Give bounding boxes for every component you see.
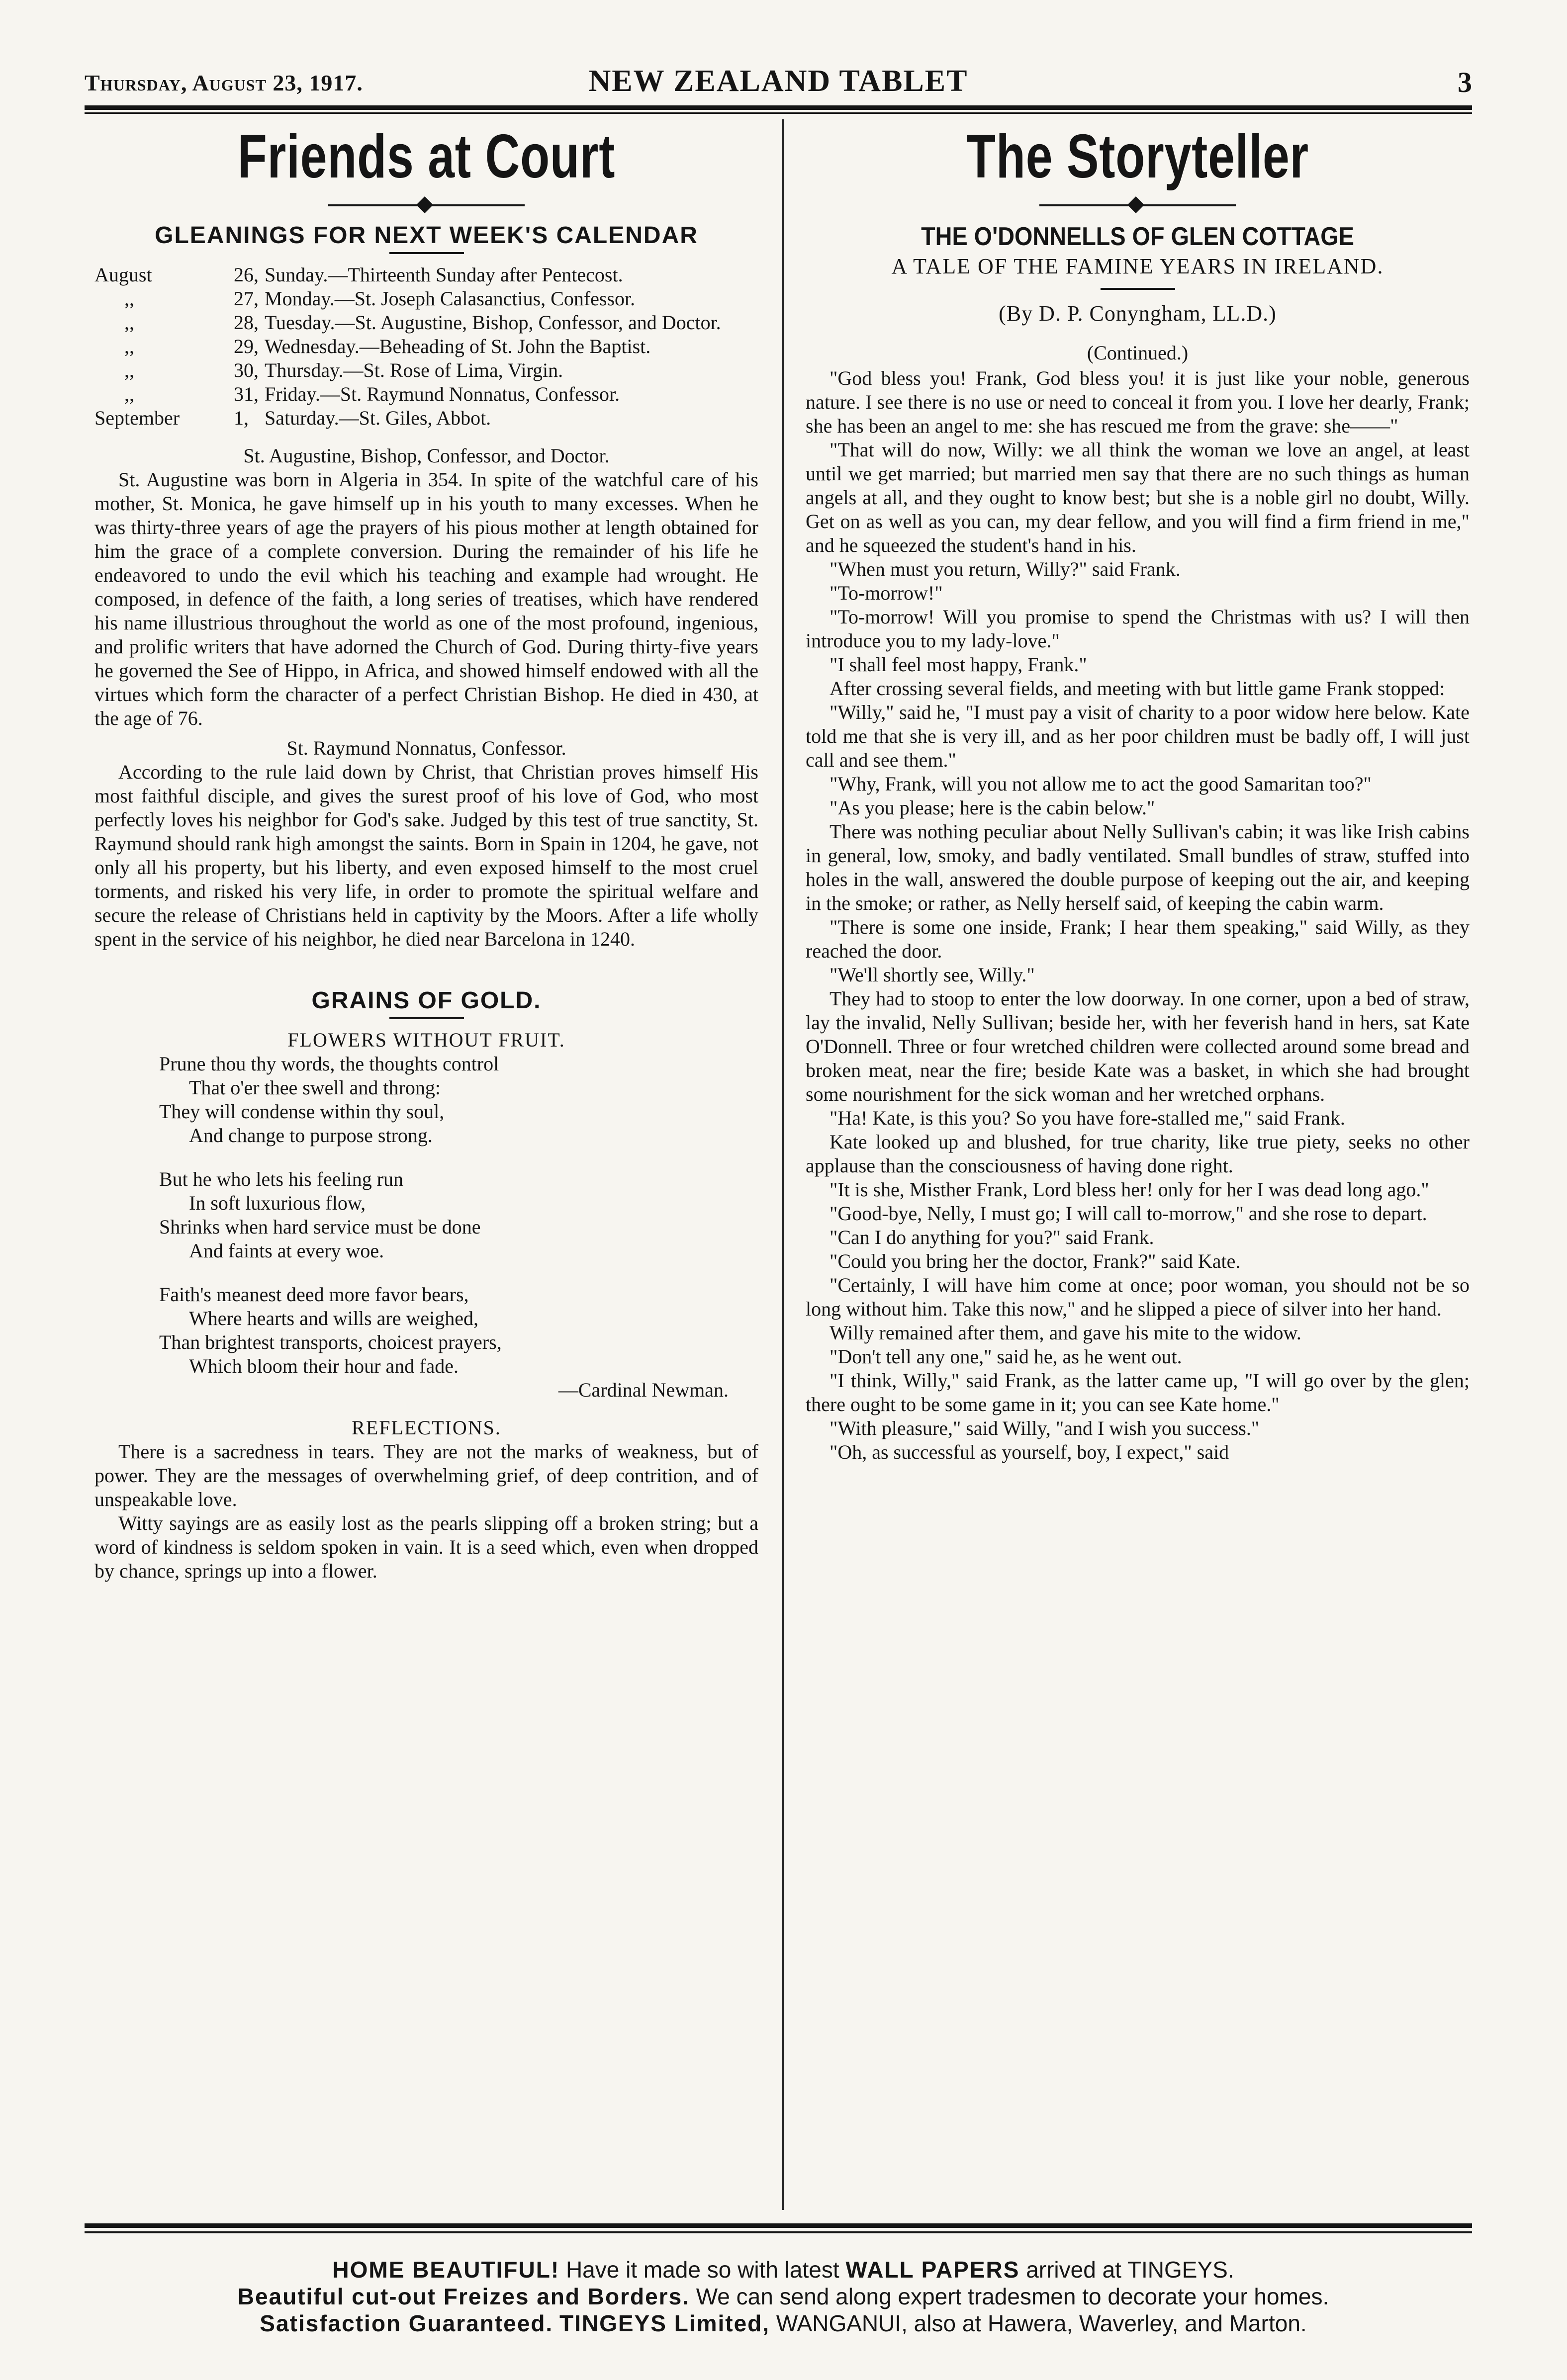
section-title-storyteller: The Storyteller [966, 122, 1309, 191]
raymund-text: According to the rule laid down by Christ, that Christian proves himself His most faithful disciple, and gives the surest proof of his love of God, who most perfectly loves his neighbor for God's sake. Judged by this test of true sanctity, St. Raymund should rank high amongst the saints. Born in Spain in 1204, he gave, not only all his property, but his liberty, and even exposed himself to the most cruel torments, and risked his very life, in order to promote the spiritual welfare and secure the release of Christians held in captivity by the Moors. After a life wholly spent in the service of his neighbor, he died near Barcelona in 1240. [94, 761, 758, 950]
calendar-entry: ,, 30, Thursday.—St. Rose of Lima, Virgin. [124, 359, 563, 381]
story-paragraph: "To-morrow!" [830, 582, 943, 604]
friends-at-court-column [94, 119, 758, 1583]
calendar-entry: September 1, Saturday.—St. Giles, Abbot. [94, 407, 491, 429]
poem-title: FLOWERS WITHOUT FRUIT. [287, 1029, 565, 1051]
story-paragraph: "With pleasure," said Willy, "and I wish you success." [830, 1417, 1260, 1439]
grains-heading: GRAINS OF GOLD. [311, 987, 542, 1014]
story-paragraph: "That will do now, Willy: we all think the woman we love an angel, at least until we get married; but married men say that there are no such things as human angels at all, and they ought to know best; but she is a noble girl no doubt, Willy. Get on as well as you can, my dear fellow, and you will find a firm friend in me," and he squeezed the student's hand in his. [806, 439, 1470, 556]
ad-rule [85, 2223, 1472, 2228]
story-paragraph: Kate looked up and blushed, for true charity, like true piety, seeks no other applause than the consciousness of having done right. [806, 1131, 1470, 1177]
calendar-heading: GLEANINGS FOR NEXT WEEK'S CALENDAR [155, 222, 698, 249]
story-paragraph: "As you please; here is the cabin below." [830, 796, 1155, 819]
story-paragraph: "Don't tell any one," said he, as he went out. [830, 1345, 1182, 1368]
poem-attribution: —Cardinal Newman. [558, 1379, 729, 1401]
reflection-text: Witty sayings are as easily lost as the pearls slipping off a broken string; but a word of kindness is seldom spoken in vain. It is a seed which, even when dropped by chance, springs up into a flower. [94, 1512, 758, 1582]
masthead [85, 64, 1472, 103]
story-paragraph: "We'll shortly see, Willy." [830, 964, 1035, 986]
story-paragraph: "Good-bye, Nelly, I must go; I will call to-morrow," and she rose to depart. [830, 1202, 1427, 1225]
story-title: THE O'DONNELLS OF GLEN COTTAGE [921, 222, 1354, 251]
calendar-list [94, 263, 758, 430]
column-divider [782, 119, 784, 2210]
story-paragraph: "When must you return, Willy?" said Frank. [830, 558, 1181, 580]
story-paragraph: "Could you bring her the doctor, Frank?" said Kate. [830, 1250, 1241, 1272]
heading-rule [389, 252, 464, 254]
story-paragraph: "Certainly, I will have him come at once; poor woman, you should not be so long without him. Take this now," and he slipped a piece of silver into her hand. [806, 1274, 1470, 1320]
story-paragraph: "I think, Willy," said Frank, as the latter came up, "I will go over by the glen; there ought to be some game in it; you can see Kate home." [806, 1369, 1470, 1415]
story-continued: (Continued.) [1087, 342, 1189, 364]
story-paragraph: Willy remained after them, and gave his mite to the widow. [830, 1322, 1301, 1344]
section-title-friends: Friends at Court [237, 122, 616, 191]
story-paragraph: "Can I do anything for you?" said Frank. [830, 1226, 1154, 1248]
masthead-rule-thin [85, 112, 1472, 114]
reflection-text: There is a sacredness in tears. They are not the marks of weakness, but of power. They are the messages of overwhelming grief, of deep contrition, and of unspeakable love. [94, 1440, 758, 1510]
story-paragraph: "Willy," said he, "I must pay a visit of charity to a poor widow here below. Kate told me that she is very ill, and as her poor children must be badly off, I will just call and see them." [806, 701, 1470, 771]
augustine-heading: St. Augustine, Bishop, Confessor, and Doctor. [243, 444, 610, 467]
ad-rule-thin [85, 2231, 1472, 2233]
raymund-heading: St. Raymund Nonnatus, Confessor. [286, 737, 566, 759]
wallpaper-advertisement [94, 2256, 1472, 2337]
story-paragraph: "Ha! Kate, is this you? So you have fore-stalled me," said Frank. [830, 1107, 1345, 1129]
story-paragraph: "To-morrow! Will you promise to spend the Christmas with us? I will then introduce you to my lady-love." [806, 606, 1470, 652]
story-byline: (By D. P. Conyngham, LL.D.) [999, 301, 1277, 326]
story-paragraph: After crossing several fields, and meeting with but little game Frank stopped: [830, 677, 1445, 700]
storyteller-column [806, 119, 1470, 1464]
title-ornament [94, 198, 758, 213]
story-body [806, 366, 1470, 1464]
ad-line-1: HOME BEAUTIFUL! Have it made so with latest WALL PAPERS arrived at TINGEYS. [332, 2257, 1234, 2283]
page-number: 3 [1458, 66, 1472, 98]
calendar-entry: ,, 28, Tuesday.—St. Augustine, Bishop, Confessor, and Doctor. [124, 311, 721, 334]
calendar-entry: ,, 31, Friday.—St. Raymund Nonnatus, Confessor. [124, 383, 620, 405]
issue-date: Thursday, August 23, 1917. [85, 70, 363, 95]
reflections-title: REFLECTIONS. [352, 1416, 501, 1439]
story-paragraph: They had to stoop to enter the low doorway. In one corner, upon a bed of straw, lay the invalid, Nelly Sullivan; beside her, with her feverish hand in hers, sat Kate O'Donnell. Three or four wretched children were collected around some bread and broken meat, near the fire; beside Kate was a basket, in which she had brought some nourishment for the sick woman and her wretched orphans. [806, 987, 1470, 1105]
augustine-text: St. Augustine was born in Algeria in 354. In spite of the watchful care of his mother, St. Monica, he gave himself up in his youth to many excesses. When he was thirty-three years of age the prayers of his pious mother at length obtained for him the grace of a complete conversion. During the remainder of his life he endeavored to undo the evil which his teaching and example had wrought. He composed, in defence of the faith, a long series of treatises, which have rendered his name illustrious throughout the world as one of the most profound, ingenious, and prolific writers that have adorned the Church of God. During thirty-five years he governed the See of Hippo, in Africa, and showed himself endowed with all the virtues which form the character of a perfect Christian Bishop. He died in 430, at the age of 76. [94, 468, 758, 729]
story-paragraph: "There is some one inside, Frank; I hear them speaking," said Willy, as they reached the door. [806, 916, 1470, 962]
calendar-entry: ,, 27, Monday.—St. Joseph Calasanctius, Confessor. [124, 287, 636, 310]
calendar-entry: August 26, Sunday.—Thirteenth Sunday after Pentecost. [94, 264, 623, 286]
poem: Prune thou thy words, the thoughts control That o'er thee swell and throng: They will condense within thy soul, And change to purpose strong. But he who lets his feeling run In soft luxurious flow, Shrinks when hard service must be done And faints at every woe. Faith's meanest deed more favor bears, Where hearts and wills are weighed, Than brightest transports, choicest prayers, Which bloom their hour and fade. —Cardinal Newman. [159, 1052, 758, 1402]
story-paragraph: "Oh, as successful as yourself, boy, I expect," said [830, 1441, 1229, 1463]
newspaper-title: NEW ZEALAND TABLET [588, 64, 968, 98]
story-paragraph: There was nothing peculiar about Nelly Sullivan's cabin; it was like Irish cabins in general, low, smoky, and badly ventilated. Small bundles of straw, stuffed into holes in the wall, answered the double purpose of keeping out the air, and keeping in the smoke; or rather, as Nelly herself said, of keeping the cabin warm. [806, 820, 1470, 914]
story-paragraph: "Why, Frank, will you not allow me to act the good Samaritan too?" [830, 773, 1372, 795]
title-ornament [806, 198, 1470, 213]
calendar-entry: ,, 29, Wednesday.—Beheading of St. John the Baptist. [124, 335, 651, 357]
heading-rule [389, 1017, 464, 1019]
masthead-rule [85, 105, 1472, 110]
heading-rule [1101, 288, 1175, 290]
ad-line-2: Beautiful cut-out Freizes and Borders. We can send along expert tradesmen to decorate your homes. [237, 2284, 1329, 2309]
story-paragraph: "I shall feel most happy, Frank." [830, 653, 1087, 676]
story-paragraph: "God bless you! Frank, God bless you! it is just like your noble, generous nature. I see there is no use or need to conceal it from you. I love her dearly, Frank; she has been an angel to me: she has rescued me from the grave: she——" [806, 367, 1470, 437]
story-subtitle: A TALE OF THE FAMINE YEARS IN IRELAND. [891, 254, 1384, 278]
ad-line-3: Satisfaction Guaranteed. TINGEYS Limited, WANGANUI, also at Hawera, Waverley, and Marton. [260, 2310, 1307, 2336]
story-paragraph: "It is she, Misther Frank, Lord bless her! only for her I was dead long ago." [830, 1178, 1429, 1201]
